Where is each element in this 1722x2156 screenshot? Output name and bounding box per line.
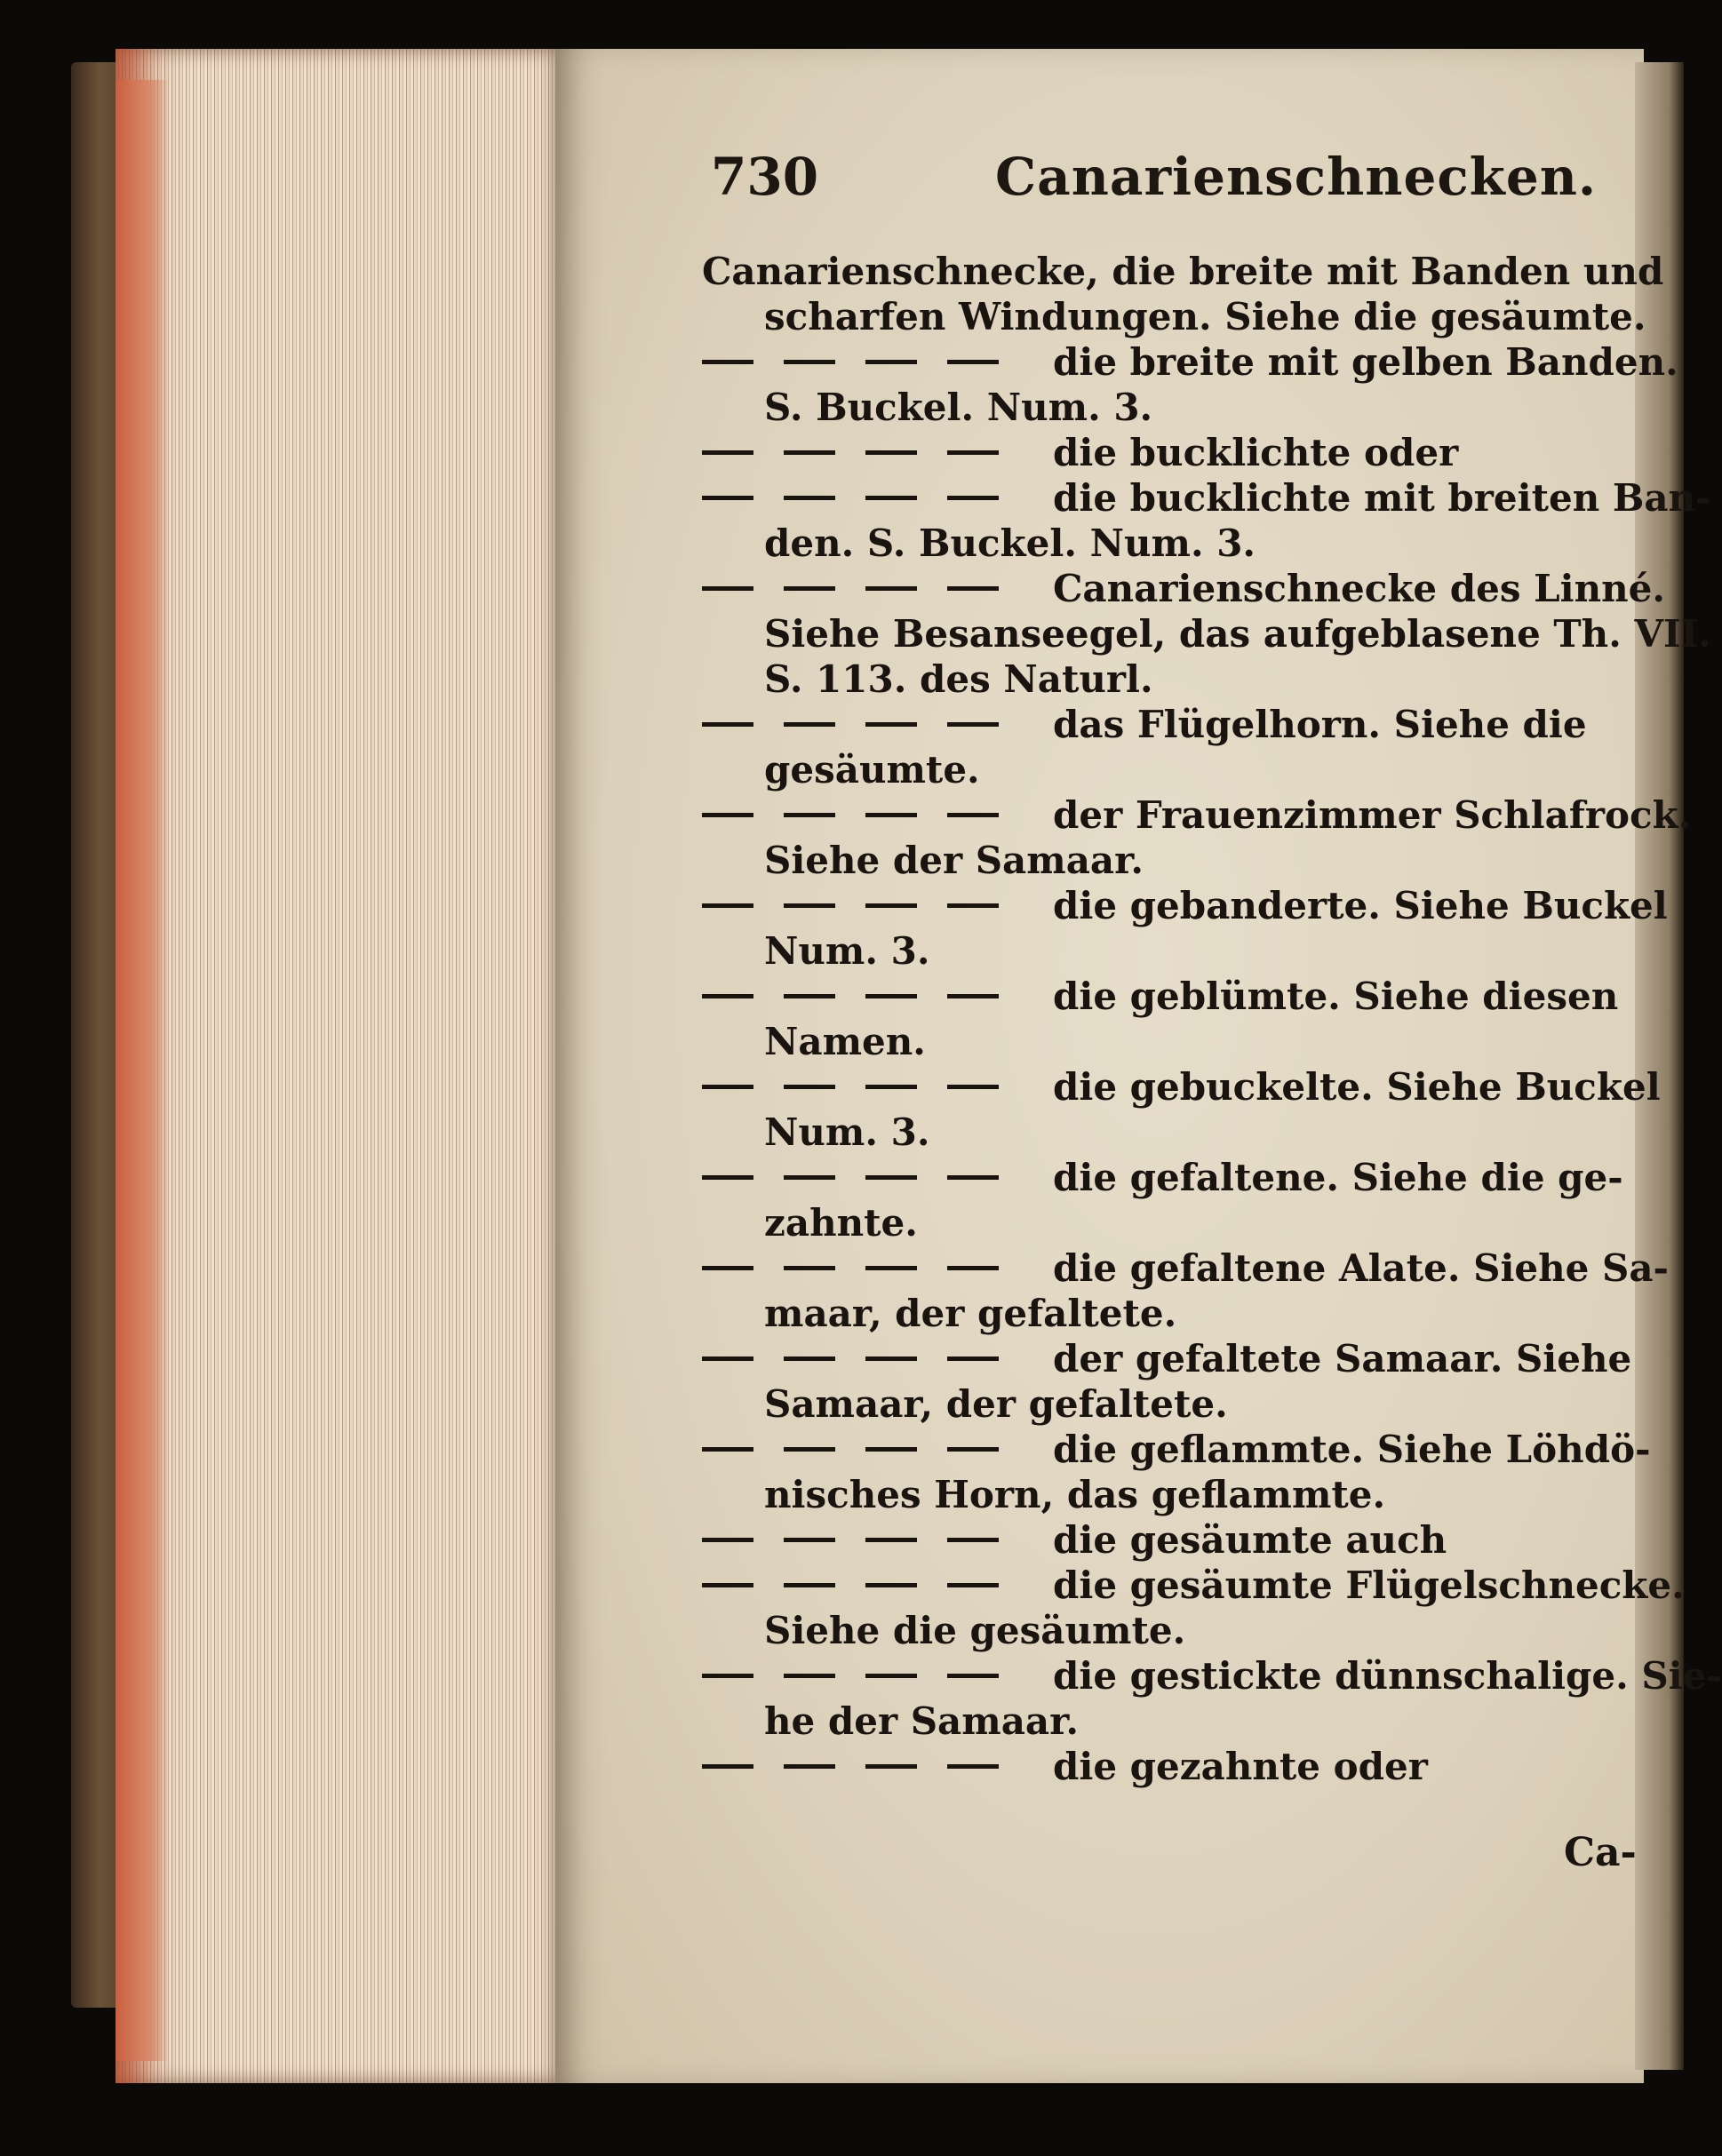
text-line: [702, 1653, 1722, 1699]
ditto-dash: [784, 1266, 835, 1270]
text-line: [702, 1110, 1622, 1155]
ditto-dashes: [702, 370, 1053, 375]
ditto-dash: [865, 1583, 917, 1587]
line-text: Namen.: [764, 1020, 926, 1063]
ditto-dash: [784, 1583, 835, 1587]
ditto-dash: [702, 722, 753, 727]
ditto-dash: [947, 450, 999, 455]
ditto-dash: [865, 360, 917, 364]
ditto-dash: [947, 1356, 999, 1361]
ditto-dash: [947, 903, 999, 908]
ditto-dash: [947, 994, 999, 998]
line-text: den. S. Buckel. Num. 3.: [764, 521, 1256, 565]
ditto-dash: [865, 450, 917, 455]
ditto-dash: [702, 1764, 753, 1769]
text-line: [702, 1336, 1632, 1381]
ditto-dash: [784, 1674, 835, 1678]
ditto-dash: [702, 903, 753, 908]
ditto-dash: [865, 586, 917, 591]
ditto-dash: [865, 1356, 917, 1361]
ditto-dashes: [702, 1186, 1053, 1190]
ditto-dash: [947, 813, 999, 817]
text-line: [702, 475, 1711, 521]
text-line: [702, 339, 1678, 385]
ditto-dash: [947, 1175, 999, 1180]
ditto-dash: [865, 1764, 917, 1769]
ditto-dashes: [702, 1548, 1053, 1553]
line-text: der Frauenzimmer Schlafrock.: [1053, 793, 1692, 837]
line-text: he der Samaar.: [764, 1699, 1080, 1743]
text-line: [702, 974, 1622, 1019]
ditto-dash: [702, 1085, 753, 1089]
ditto-dashes: [702, 914, 1053, 919]
text-line: [702, 1563, 1685, 1608]
line-text: der gefaltete Samaar. Siehe: [1053, 1337, 1632, 1380]
ditto-dash: [702, 360, 753, 364]
ditto-dash: [702, 1356, 753, 1361]
line-text: Num. 3.: [764, 1110, 930, 1154]
text-line: [702, 430, 1622, 475]
text-line: [702, 656, 1622, 702]
line-text: die bucklichte mit breiten Ban-: [1053, 476, 1711, 520]
line-text: gesäumte.: [764, 748, 980, 792]
ditto-dash: [702, 1538, 753, 1542]
page-text-block: [702, 249, 1722, 1789]
text-line: [702, 838, 1622, 883]
ditto-dashes: [702, 1095, 1053, 1100]
line-text: die geblümte. Siehe diesen: [1053, 975, 1619, 1018]
catchword: Ca-: [1564, 1830, 1637, 1875]
ditto-dashes: [702, 1594, 1053, 1598]
text-line: [702, 566, 1666, 611]
line-text: die gesäumte auch: [1053, 1518, 1447, 1562]
text-line: [702, 1019, 1622, 1064]
line-text: zahnte.: [764, 1201, 918, 1245]
text-line: [702, 1517, 1622, 1563]
running-title: Canarienschnecken.: [995, 147, 1598, 207]
text-line: [702, 1381, 1622, 1427]
line-text: die breite mit gelben Banden.: [1053, 340, 1678, 384]
ditto-dash: [865, 1538, 917, 1542]
ditto-dash: [702, 496, 753, 500]
text-line: [702, 385, 1622, 430]
ditto-dash: [947, 1538, 999, 1542]
ditto-dash: [865, 1447, 917, 1452]
ditto-dash: [947, 722, 999, 727]
ditto-dash: [947, 360, 999, 364]
line-text: Siehe der Samaar.: [764, 839, 1144, 882]
ditto-dash: [947, 1085, 999, 1089]
text-line: [702, 1200, 1622, 1245]
ditto-dash: [865, 1674, 917, 1678]
line-text: die gesäumte Flügelschnecke.: [1053, 1563, 1685, 1607]
ditto-dashes: [702, 1277, 1053, 1281]
ditto-dash: [784, 586, 835, 591]
text-line: [702, 1064, 1661, 1110]
line-text: Siehe die gesäumte.: [764, 1609, 1186, 1652]
ditto-dash: [702, 450, 753, 455]
page-number: 730: [711, 147, 819, 207]
ditto-dashes: [702, 1775, 1053, 1779]
ditto-dash: [865, 994, 917, 998]
ditto-dash: [784, 1447, 835, 1452]
line-text: nisches Horn, das geflammte.: [764, 1473, 1386, 1516]
line-text: die gezahnte oder: [1053, 1745, 1428, 1788]
line-text: Siehe Besanseegel, das aufgeblasene Th. VII.: [764, 612, 1711, 656]
line-text: scharfen Windungen. Siehe die gesäumte.: [764, 295, 1646, 338]
ditto-dash: [947, 1583, 999, 1587]
line-text: Canarienschnecke des Linné.: [1053, 567, 1666, 610]
ditto-dash: [947, 496, 999, 500]
ditto-dash: [865, 1266, 917, 1270]
line-text: Num. 3.: [764, 929, 930, 973]
text-line: [702, 521, 1622, 566]
ditto-dash: [702, 1674, 753, 1678]
ditto-dashes: [702, 597, 1053, 601]
ditto-dashes: [702, 823, 1053, 828]
ditto-dash: [784, 1538, 835, 1542]
ditto-dash: [784, 903, 835, 908]
ditto-dash: [702, 813, 753, 817]
ditto-dash: [702, 994, 753, 998]
ditto-dash: [784, 813, 835, 817]
ditto-dash: [784, 722, 835, 727]
line-text: die geflammte. Siehe Löhdö-: [1053, 1428, 1651, 1471]
ditto-dash: [784, 1085, 835, 1089]
ditto-dashes: [702, 1367, 1053, 1372]
text-line: [702, 1291, 1622, 1336]
line-text: maar, der gefaltete.: [764, 1292, 1177, 1335]
ditto-dash: [784, 994, 835, 998]
line-text: das Flügelhorn. Siehe die: [1053, 703, 1587, 746]
text-line: [702, 1744, 1622, 1789]
ditto-dash: [784, 1175, 835, 1180]
ditto-dash: [784, 1356, 835, 1361]
ditto-dash: [784, 450, 835, 455]
line-text: die gefaltene. Siehe die ge-: [1053, 1156, 1623, 1199]
line-text: Canarienschnecke, die breite mit Banden und: [702, 250, 1664, 293]
ditto-dash: [784, 1764, 835, 1769]
text-line: [702, 702, 1622, 747]
line-text: die gestickte dünnschalige. Sie-: [1053, 1654, 1722, 1698]
ditto-dash: [947, 1764, 999, 1769]
text-line: [702, 1699, 1622, 1744]
text-line: [702, 883, 1668, 928]
text-line: [702, 249, 1664, 294]
running-header: [711, 147, 1599, 218]
text-line: [702, 1608, 1622, 1653]
line-text: die gebanderte. Siehe Buckel: [1053, 884, 1668, 927]
text-line: [702, 1245, 1669, 1291]
ditto-dashes: [702, 1005, 1053, 1009]
ditto-dash: [947, 1674, 999, 1678]
text-line: [702, 792, 1692, 838]
text-line: [702, 1427, 1651, 1472]
ditto-dash: [947, 1266, 999, 1270]
ditto-dash: [947, 586, 999, 591]
line-text: S. 113. des Naturl.: [764, 657, 1153, 701]
ditto-dash: [865, 722, 917, 727]
line-text: die gefaltene Alate. Siehe Sa-: [1053, 1246, 1669, 1290]
ditto-dash: [865, 903, 917, 908]
ditto-dash: [702, 1175, 753, 1180]
ditto-dash: [702, 1266, 753, 1270]
ditto-dashes: [702, 461, 1053, 465]
ditto-dash: [865, 496, 917, 500]
ditto-dash: [784, 360, 835, 364]
ditto-dash: [865, 813, 917, 817]
ditto-dash: [784, 496, 835, 500]
ditto-dashes: [702, 1684, 1053, 1689]
text-line: [702, 928, 1622, 974]
ditto-dash: [865, 1085, 917, 1089]
text-line: [702, 294, 1646, 339]
ditto-dashes: [702, 733, 1053, 737]
page-stack-edges: [116, 49, 564, 2083]
line-text: Samaar, der gefaltete.: [764, 1382, 1228, 1426]
ditto-dashes: [702, 1458, 1053, 1462]
line-text: die gebuckelte. Siehe Buckel: [1053, 1065, 1661, 1109]
line-text: S. Buckel. Num. 3.: [764, 386, 1153, 429]
line-text: die bucklichte oder: [1053, 431, 1459, 474]
ditto-dash: [702, 1447, 753, 1452]
ditto-dashes: [702, 506, 1053, 511]
ditto-dash: [865, 1175, 917, 1180]
text-line: [702, 747, 1622, 792]
page-stack-red-edge: [116, 80, 169, 2061]
ditto-dash: [702, 586, 753, 591]
text-line: [702, 611, 1711, 656]
text-line: [702, 1155, 1622, 1200]
text-line: [702, 1472, 1622, 1517]
ditto-dash: [947, 1447, 999, 1452]
ditto-dash: [702, 1583, 753, 1587]
